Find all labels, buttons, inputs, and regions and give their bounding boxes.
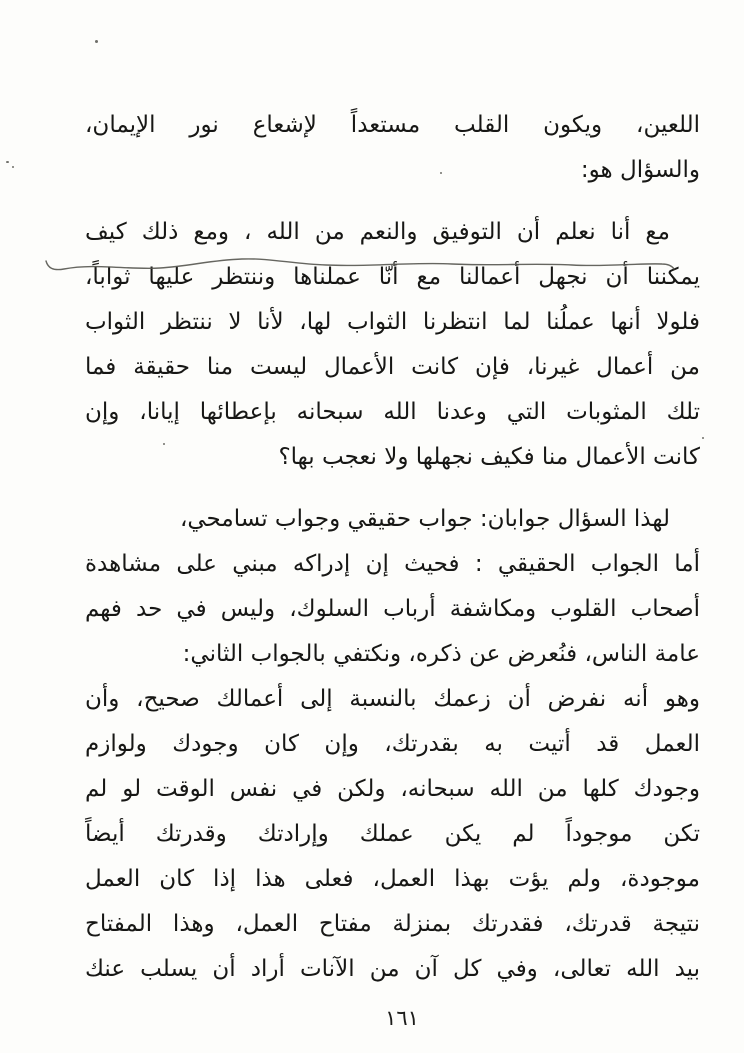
text-line: تكن موجوداً لم يكن عملك وإرادتك وقدرتك أيضاً <box>85 821 700 847</box>
text-line: والسؤال هو: <box>580 157 700 183</box>
text-line: اللعين، ويكون القلب مستعداً لإشعاع نور الإيمان، <box>85 112 700 138</box>
scan-speck <box>6 161 9 163</box>
text-line: عامة الناس، فنُعرض عن ذكره، ونكتفي بالجواب الثاني: <box>182 641 700 667</box>
text-line: موجودة، ولم يؤت بهذا العمل، فعلى هذا إذا كان العمل <box>85 866 700 892</box>
text-line: بيد الله تعالى، وفي كل آن من الآنات أراد أن يسلب عنك <box>85 956 700 982</box>
text-line: يمكننا أن نجهل أعمالنا مع أنّا عملناها وننتظر عليها ثواباً، <box>85 264 700 290</box>
text-line: وهو أنه نفرض أن زعمك بالنسبة إلى أعمالك صحيح، وأن <box>85 686 700 712</box>
page-number: ١٦١ <box>385 1006 419 1030</box>
text-line: لهذا السؤال جوابان: جواب حقيقي وجواب تسامحي، <box>179 506 670 532</box>
text-line-underlined: مع أنا نعلم أن التوفيق والنعم من الله ، ومع ذلك كيف <box>85 219 670 245</box>
scan-speck <box>12 166 14 168</box>
text-line: من أعمال غيرنا، فإن كانت الأعمال ليست منا حقيقة فما <box>85 354 700 380</box>
text-line: أصحاب القلوب ومكاشفة أرباب السلوك، وليس في حد فهم <box>85 596 700 622</box>
text-line: أما الجواب الحقيقي : فحيث إن إدراكه مبني على مشاهدة <box>85 551 700 577</box>
text-line: تلك المثوبات التي وعدنا الله سبحانه بإعطائها إيانا، وإن <box>85 399 700 425</box>
text-line: نتيجة قدرتك، فقدرتك بمنزلة مفتاح العمل، وهذا المفتاح <box>85 911 700 937</box>
text-line: العمل قد أتيت به بقدرتك، وإن كان وجودك ولوازم <box>85 731 700 757</box>
text-line: وجودك كلها من الله سبحانه، ولكن في نفس الوقت لو لم <box>85 776 700 802</box>
scan-speck <box>95 40 98 43</box>
text-line: كانت الأعمال منا فكيف نجهلها ولا نعجب بها؟ <box>278 444 700 470</box>
scan-speck <box>702 437 704 439</box>
page-text-block <box>85 103 700 992</box>
text-line: فلولا أنها عملُنا لما انتظرنا الثواب لها، لأنا لا ننتظر الثواب <box>85 309 700 335</box>
